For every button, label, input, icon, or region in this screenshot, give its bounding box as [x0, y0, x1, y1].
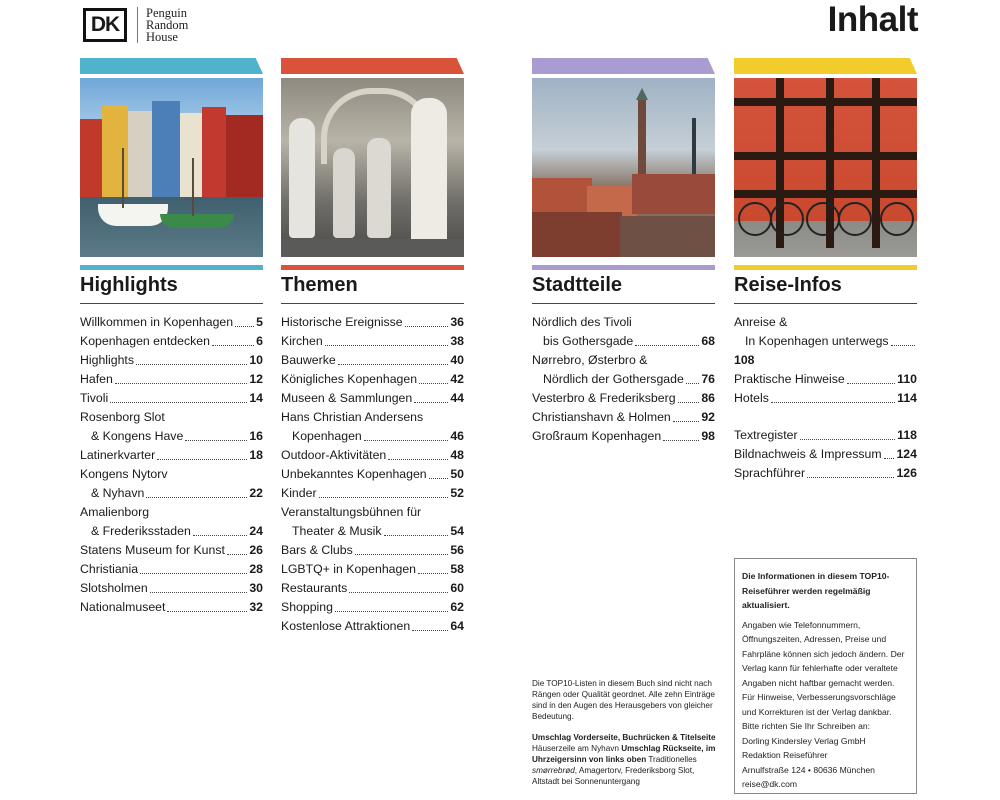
toc-item[interactable] [734, 370, 917, 389]
toc-item[interactable] [281, 332, 464, 351]
dot-leader [115, 383, 247, 384]
cover-credits-text: Häuserzeile am Nyhavn [532, 744, 622, 753]
toc-item[interactable] [80, 560, 263, 579]
toc-page-number: 22 [249, 486, 263, 500]
dot-leader [419, 383, 448, 384]
toc-item[interactable] [80, 408, 263, 446]
dot-leader [405, 326, 449, 327]
toc-page-number: 52 [450, 486, 464, 500]
toc-item[interactable] [532, 427, 715, 446]
logo-line: Penguin [146, 6, 187, 20]
toc-item[interactable] [281, 446, 464, 465]
dot-leader [429, 478, 449, 479]
dot-leader [418, 573, 448, 574]
toc-page-number: 114 [897, 391, 917, 405]
toc-list [281, 313, 464, 636]
toc-item[interactable] [532, 351, 715, 389]
toc-page-number: 92 [701, 410, 715, 424]
section-color-tab [532, 58, 715, 74]
toc-item[interactable] [80, 351, 263, 370]
toc-item-label: Kopenhagen entdecken [80, 334, 210, 348]
toc-list [532, 313, 715, 446]
toc-page-number: 62 [450, 600, 464, 614]
toc-item-label: Historische Ereignisse [281, 315, 403, 329]
toc-item[interactable] [281, 598, 464, 617]
toc-item-label: & Kongens Have [91, 429, 184, 443]
dot-leader [355, 554, 449, 555]
dot-leader [771, 402, 895, 403]
toc-item-label: Großraum Kopenhagen [532, 429, 662, 443]
dot-leader [319, 497, 449, 498]
dot-leader [384, 535, 449, 536]
toc-page-number: 18 [249, 448, 263, 462]
dot-leader [364, 440, 449, 441]
toc-item-label: bis Gothersgade [543, 334, 634, 348]
logo-divider [137, 7, 138, 43]
toc-item-label: Königliches Kopenhagen [281, 372, 418, 386]
toc-item-label: Bauwerke [281, 353, 336, 367]
toc-item-label: Unbekanntes Kopenhagen [281, 467, 427, 481]
toc-item[interactable] [281, 465, 464, 484]
toc-page-number: 46 [450, 429, 464, 443]
back-credits-italic: smørrebrød [532, 766, 575, 775]
toc-item-label: Anreise & [734, 315, 788, 329]
toc-item-label: Restaurants [281, 581, 348, 595]
dot-leader [212, 345, 254, 346]
dot-leader [414, 402, 448, 403]
toc-item[interactable] [734, 313, 917, 370]
toc-item-label: Theater & Musik [292, 524, 382, 538]
toc-item-label: Nationalmuseet [80, 600, 166, 614]
toc-item-label: Nørrebro, Østerbro & [532, 353, 648, 367]
toc-page-number: 30 [249, 581, 263, 595]
toc-item-label: Nördlich der Gothersgade [543, 372, 684, 386]
toc-item[interactable] [281, 389, 464, 408]
toc-item-label: Highlights [80, 353, 134, 367]
toc-item-label: & Nyhavn [91, 486, 145, 500]
toc-item-label: Amalienborg [80, 505, 150, 519]
toc-item-label: Hafen [80, 372, 113, 386]
dot-leader [349, 592, 448, 593]
dot-leader [150, 592, 248, 593]
toc-item[interactable] [80, 503, 263, 541]
dot-leader [193, 535, 248, 536]
toc-page-number: 48 [450, 448, 464, 462]
toc-list [80, 313, 263, 617]
toc-page-number: 58 [450, 562, 464, 576]
toc-item[interactable] [80, 313, 263, 332]
section-color-tab [80, 58, 263, 74]
dot-leader [891, 345, 915, 346]
address-line: Dorling Kindersley Verlag GmbH [742, 735, 866, 746]
toc-item-label: Sprachführer [734, 466, 806, 480]
toc-item-label: Kirchen [281, 334, 323, 348]
logo-text [146, 7, 188, 43]
dot-leader [338, 364, 449, 365]
toc-item-label: Veranstaltungsbühnen für [281, 505, 422, 519]
toc-item-label: Latinerkvarter [80, 448, 156, 462]
dot-leader [167, 611, 247, 612]
toc-item-label: In Kopenhagen unterwegs [745, 334, 889, 348]
toc-item[interactable] [80, 332, 263, 351]
dot-leader [227, 554, 247, 555]
section-themen [281, 58, 464, 636]
toc-page-number: 118 [897, 428, 917, 442]
dot-leader [800, 439, 896, 440]
toc-page-number: 108 [734, 353, 755, 367]
toc-page-number: 32 [249, 600, 263, 614]
logo-line: Random [146, 18, 189, 32]
toc-page-number: 16 [249, 429, 263, 443]
toc-item-label: Kopenhagen [292, 429, 362, 443]
publisher-logo [83, 6, 188, 44]
toc-item[interactable] [80, 446, 263, 465]
section-rule [80, 265, 263, 270]
back-credits-text: , Amagertorv, Frederiksborg Slot, Altstadt bei Sonnenuntergang [532, 766, 695, 786]
toc-item-label: Christiania [80, 562, 139, 576]
dot-leader [157, 459, 247, 460]
toc-page-number: 64 [450, 619, 464, 633]
dot-leader [807, 477, 894, 478]
email-link[interactable]: reise@dk.com [742, 779, 798, 789]
dot-leader [412, 630, 448, 631]
toc-item-label: Christianshavn & Holmen [532, 410, 671, 424]
museum-statues-photo [281, 78, 464, 257]
section-highlights [80, 58, 263, 617]
toc-item-label: & Frederiksstaden [91, 524, 191, 538]
toc-page-number: 86 [701, 391, 715, 405]
toc-item-label: Hotels [734, 391, 769, 405]
toc-item-label: Kinder [281, 486, 317, 500]
toc-page-number: 12 [249, 372, 263, 386]
dot-leader [185, 440, 247, 441]
toc-page-number: 110 [897, 372, 917, 386]
toc-page-number: 38 [450, 334, 464, 348]
section-rule [532, 265, 715, 270]
toc-item[interactable] [734, 464, 917, 483]
section-title: Stadtteile [532, 274, 715, 304]
toc-item-label: Outdoor-Aktivitäten [281, 448, 387, 462]
section-reise-infos [734, 58, 917, 483]
toc-item[interactable] [532, 408, 715, 427]
toc-item-label: Shopping [281, 600, 333, 614]
toc-item-label: Nördlich des Tivoli [532, 315, 632, 329]
toc-item[interactable] [80, 598, 263, 617]
toc-item[interactable] [281, 541, 464, 560]
section-stadtteile [532, 58, 715, 446]
toc-item[interactable] [281, 484, 464, 503]
section-title: Themen [281, 274, 464, 304]
toc-page-number: 124 [896, 447, 917, 461]
section-color-tab [281, 58, 464, 74]
toc-item[interactable] [281, 370, 464, 389]
toc-item-label: Rosenborg Slot [80, 410, 165, 424]
dot-leader [673, 421, 700, 422]
toc-page-number: 68 [701, 334, 715, 348]
toc-page-number: 6 [256, 334, 263, 348]
toc-item[interactable] [281, 408, 464, 446]
toc-item[interactable] [532, 389, 715, 408]
dot-leader [678, 402, 700, 403]
toc-item[interactable] [281, 579, 464, 598]
dot-leader [335, 611, 448, 612]
dot-leader [235, 326, 254, 327]
dot-leader [663, 440, 699, 441]
top10-note [532, 678, 717, 787]
toc-item[interactable] [281, 313, 464, 332]
dot-leader [635, 345, 699, 346]
toc-page-number: 56 [450, 543, 464, 557]
address-line: Arnulfstraße 124 • 80636 München [742, 764, 875, 775]
dot-leader [110, 402, 247, 403]
page-title: Inhalt [827, 0, 918, 39]
dot-leader [686, 383, 700, 384]
toc-page-number: 24 [249, 524, 263, 538]
section-title: Reise-Infos [734, 274, 917, 304]
toc-item-label: Praktische Hinweise [734, 372, 845, 386]
toc-page-number: 5 [256, 315, 263, 329]
toc-page-number: 28 [249, 562, 263, 576]
toc-item[interactable] [734, 445, 917, 464]
address-line: Redaktion Reiseführer [742, 750, 828, 760]
toc-page-number: 36 [450, 315, 464, 329]
section-title: Highlights [80, 274, 263, 304]
section-rule [281, 265, 464, 270]
cover-credits-label: Umschlag Vorderseite, Buchrücken & Titelseite [532, 733, 716, 742]
toc-item-label: Bars & Clubs [281, 543, 353, 557]
toc-item[interactable] [734, 426, 917, 445]
red-wall-bicycles-photo [734, 78, 917, 257]
toc-item[interactable] [281, 503, 464, 541]
toc-page-number: 10 [249, 353, 263, 367]
dot-leader [388, 459, 448, 460]
toc-item[interactable] [80, 389, 263, 408]
toc-page-number: 60 [450, 581, 464, 595]
toc-item-label: Slotsholmen [80, 581, 148, 595]
toc-page-number: 44 [450, 391, 464, 405]
note-paragraph: Die TOP10-Listen in diesem Buch sind nicht nach Rängen oder Qualität geordnet. Alle zehn Einträge sind in den Augen des Herausgebers von gleicher Bedeutung. [532, 679, 715, 721]
dot-leader [136, 364, 247, 365]
info-box-body: Angaben wie Telefonnummern, Öffnungszeiten, Adressen, Preise und Fahrpläne können sich jedoch ändern. Der Verlag kann für fehlerhafte oder veraltete Angaben nicht haftbar gemacht werden. Für Hinweise, Verbesserungsvorschläge und Korrekturen ist der Verlag dankbar. Bitte richten Sie Ihr Schreiben an: [742, 619, 905, 731]
toc-item[interactable] [80, 370, 263, 389]
nyhavn-harbour-houses-photo [80, 78, 263, 257]
toc-page-number: 26 [249, 543, 263, 557]
toc-item[interactable] [532, 313, 715, 351]
toc-page-number: 40 [450, 353, 464, 367]
toc-page-number: 14 [249, 391, 263, 405]
toc-item-label: Willkommen in Kopenhagen [80, 315, 234, 329]
dk-logo-mark: DK [83, 8, 127, 42]
toc-item[interactable] [734, 389, 917, 408]
section-rule [734, 265, 917, 270]
back-credits-text: Traditionelles [646, 755, 697, 764]
toc-item-label: Tivoli [80, 391, 109, 405]
toc-item[interactable] [80, 465, 263, 503]
update-info-box [734, 558, 917, 794]
toc-item-label: Museen & Sammlungen [281, 391, 413, 405]
toc-item[interactable] [281, 617, 464, 636]
toc-item[interactable] [281, 560, 464, 579]
cover-credits [532, 732, 717, 787]
city-skyline-photo [532, 78, 715, 257]
dot-leader [884, 458, 895, 459]
logo-line: House [146, 30, 178, 44]
toc-item-label: Bildnachweis & Impressum [734, 447, 882, 461]
dot-leader [847, 383, 895, 384]
toc-item[interactable] [281, 351, 464, 370]
dot-leader [325, 345, 449, 346]
toc-page-number: 42 [450, 372, 464, 386]
toc-item-label: Textregister [734, 428, 798, 442]
toc-item-label: Vesterbro & Frederiksberg [532, 391, 676, 405]
toc-page-number: 98 [701, 429, 715, 443]
toc-item[interactable] [80, 541, 263, 560]
dot-leader [140, 573, 247, 574]
toc-item-label: LGBTQ+ in Kopenhagen [281, 562, 417, 576]
back-credits-label: Umschlag Rückseite, im Uhrzeigersinn von links oben [532, 744, 716, 764]
toc-page-number: 50 [450, 467, 464, 481]
toc-item-label: Kostenlose Attraktionen [281, 619, 411, 633]
toc-page-number: 54 [450, 524, 464, 538]
toc-item[interactable] [80, 579, 263, 598]
toc-item-label: Kongens Nytorv [80, 467, 168, 481]
section-color-tab [734, 58, 917, 74]
toc-item-label: Hans Christian Andersens [281, 410, 424, 424]
toc-item-label: Statens Museum for Kunst [80, 543, 225, 557]
info-box-lead: Die Informationen in diesem TOP10-Reiseführer werden regelmäßig aktualisiert. [742, 571, 890, 610]
toc-list [734, 313, 917, 483]
toc-page-number: 126 [896, 466, 917, 480]
dot-leader [146, 497, 247, 498]
toc-page-number: 76 [701, 372, 715, 386]
